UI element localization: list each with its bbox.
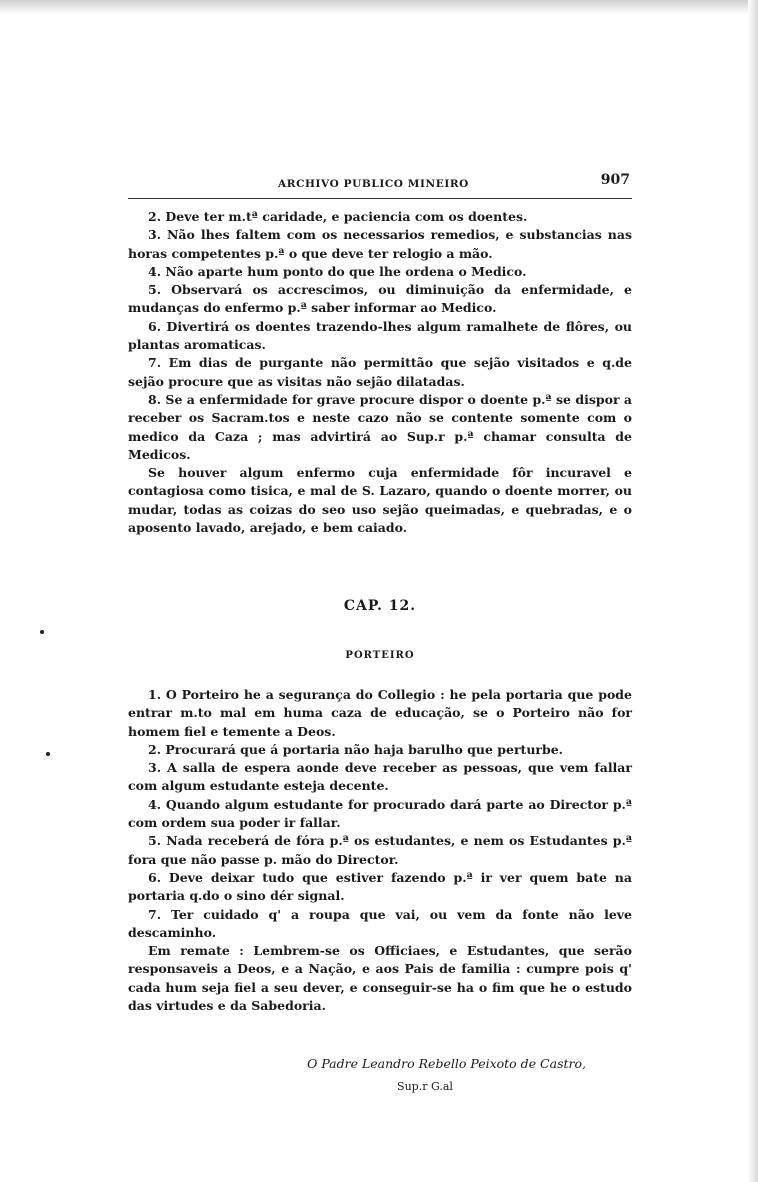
paragraph: 2. Procurará que á portaria não haja barulho que perturbe. <box>148 741 564 757</box>
section-title: PORTEIRO <box>345 650 415 661</box>
paragraph: 1. O Porteiro he a segurança do Collegio : he pela portaria que pode entrar m.to mal em huma caza de educação, se o Porteiro não for homem fiel e temente a Deos. <box>128 687 632 739</box>
paragraph: 6. Deve deixar tudo que estiver fazendo p.ª ir ver quem bate na portaria q.do o sino dér signal. <box>128 869 632 904</box>
chapter-title: CAP. 12. <box>343 598 417 614</box>
paragraph: 2. Deve ter m.tª caridade, e paciencia com os doentes. <box>148 209 528 224</box>
page-header <box>128 172 632 196</box>
page-number: 907 <box>600 172 630 188</box>
paragraph: 5. Observará os accrescimos, ou diminuição da enfermidade, e mudanças do enfermo p.ª saber informar ao Medico. <box>128 282 632 316</box>
paragraph: 7. Em dias de purgante não permittão que sejão visitados e q.de sejão procure que as visitas não sejão dilatadas. <box>128 355 632 389</box>
header-rule <box>128 198 632 199</box>
running-head: ARCHIVO PUBLICO MINEIRO <box>278 178 469 190</box>
scan-edge-right <box>748 0 758 1182</box>
paragraph: 3. A salla de espera aonde deve receber as pessoas, que vem fallar com algum estudante esteja decente. <box>128 760 632 794</box>
paragraph: 5. Nada receberá de fóra p.ª os estudantes, e nem os Estudantes p.ª fora que não passe p. mão do Director. <box>128 833 632 867</box>
paragraph: 7. Ter cuidado q' a roupa que vai, ou vem da fonte não leve descaminho. <box>128 906 632 940</box>
scan-edge-top <box>0 0 758 14</box>
paragraph: Em remate : Lembrem-se os Officiaes, e Estudantes, que serão responsaveis a Deos, e a Nação, e aos Pais de familia : cumpre pois q' cada hum seja fiel a seu dever, e conseguir-se ha o fim que he o estudo das virtudes e da Sabedoria. <box>128 943 632 1014</box>
section-2-body <box>128 686 632 1015</box>
margin-mark <box>40 630 44 634</box>
paragraph: 4. Quando algum estudante for procurado dará parte ao Director p.ª com ordem sua poder ir fallar. <box>128 796 632 831</box>
paragraph: 8. Se a enfermidade for grave procure dispor o doente p.ª se dispor a receber os Sacram.tos e neste cazo não se contente somente com o medico da Caza ; mas advirtirá ao Sup.r p.ª chamar consulta de Medicos. <box>128 391 632 462</box>
paragraph: 3. Não lhes faltem com os necessarios remedios, e substancias nas horas competentes p.ª o que deve ter relogio a mão. <box>128 227 632 261</box>
signature-role: Sup.r G.al <box>397 1080 453 1093</box>
signature-name: O Padre Leandro Rebello Peixoto de Castro, <box>307 1056 586 1071</box>
paragraph: 4. Não aparte hum ponto do que lhe ordena o Medico. <box>148 263 527 279</box>
margin-mark <box>46 752 50 756</box>
section-1-body <box>128 208 632 537</box>
paragraph: 6. Divertirá os doentes trazendo-lhes algum ramalhete de flôres, ou plantas aromaticas. <box>128 318 632 353</box>
paragraph: Se houver algum enfermo cuja enfermidade fôr incuravel e contagiosa como tisica, e mal de S. Lazaro, quando o doente morrer, ou mudar, todas as coizas do seo uso sejão queimadas, e quebradas, e o aposento lavado, arejado, e bem caiado. <box>128 465 632 536</box>
